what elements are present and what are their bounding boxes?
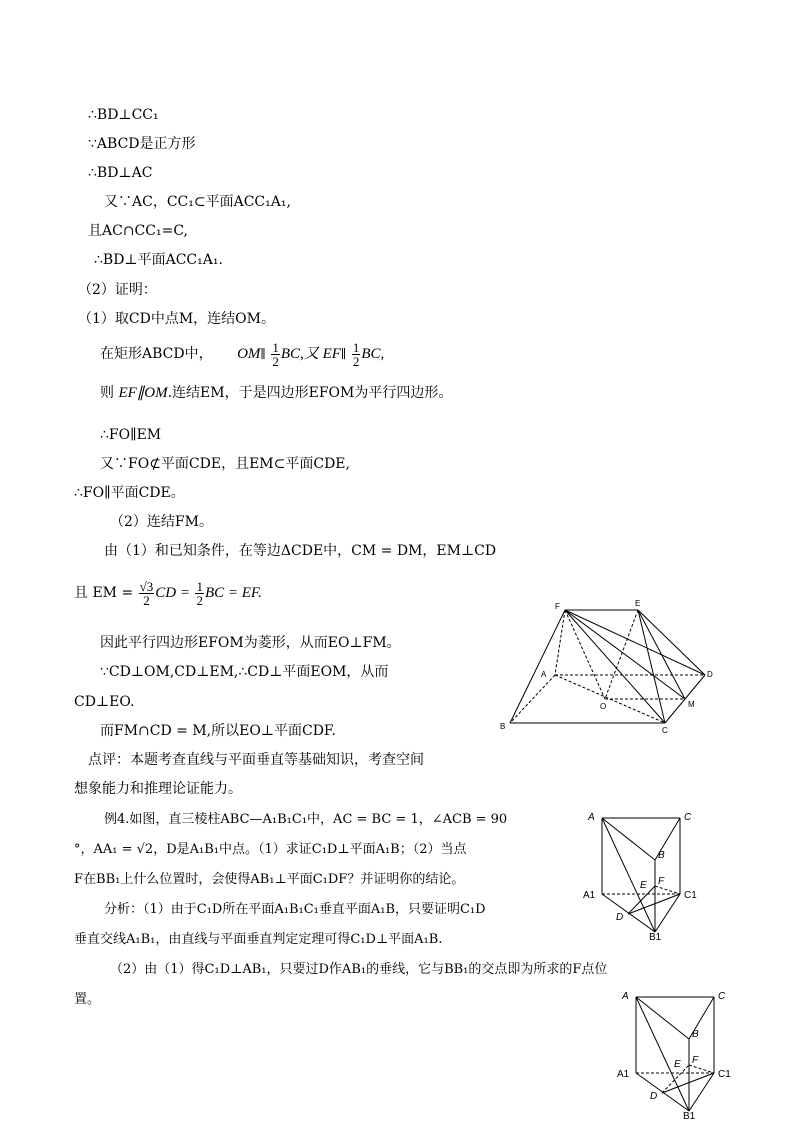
proof-line-6: ∴BD⊥平面ACC₁A₁. [94,252,223,268]
cd-eo-line: CD⊥EO. [74,694,135,710]
fig1-label-e: E [635,599,641,608]
rect-prefix: 在矩形ABCD中， [100,346,213,362]
fig1-label-c: C [662,726,668,735]
fo-plane-line: ∴FO∥平面CDE。 [74,485,185,501]
figure-pyramid [495,595,725,740]
fig1-label-o: O [600,702,607,711]
bc-label: BC [280,346,301,362]
proof-line-5: 且AC∩CC₁=C, [88,223,188,239]
fig2-label-c: C [684,812,692,823]
conclude-line: 而FM∩CD = M,所以EO⊥平面CDF. [100,723,336,739]
fig1-label-d: D [707,670,713,679]
fig1-label-f: F [555,602,560,611]
example4-line-2: °，AA₁ = √2，D是A₁B₁中点。（1）求证C₁D⊥平面A₁B；（2）当点 [74,842,467,857]
proof-line-3: ∴BD⊥AC [88,165,153,181]
proof2-heading: （2）证明： [78,282,157,298]
fig2-label-b: B [658,850,665,861]
fraction-half-3: $\frac{1}{2}$ [196,578,203,608]
comment-line-2: 想象能力和推理论证能力。 [74,781,242,797]
example4-line-4: 分析：（1）由于C₁D所在平面A₁B₁C₁垂直平面A₁B，只要证明C₁D [104,902,486,917]
fig2-label-b1: B1 [649,932,662,943]
fig2-label-e: E [640,880,647,891]
fig3-label-f: F [692,1055,699,1066]
fig2-label-d: D [616,912,624,923]
then-line: 则 EF∥OM.连结EM，于是四边形EFOM为平行四边形。 [100,385,453,401]
fraction-sqrt3: $\frac{√3}{2}$ [139,578,154,608]
example4-line-3: F在BB₁上什么位置时，会使得AB₁⊥平面C₁DF？并证明你的结论。 [74,872,465,887]
and-ef: ,又 EF [300,346,341,362]
step2-line: （2）连结FM。 [110,514,213,530]
fig2-label-a1: A1 [583,890,596,901]
om-eq: OM [237,346,261,362]
fig2-label-a: A [588,812,595,823]
rhombus-line: 因此平行四边形EFOM为菱形，从而EO⊥FM。 [100,635,401,651]
rect-line: 在矩形ABCD中， OM∥ $\frac{1}{2}$ BC,又 EF∥ $\frac{1}{2}$ BC, [100,339,385,369]
proof-line-4: 又∵AC，CC₁⊂平面ACC₁A₁, [104,194,291,210]
fig3-label-b1: B1 [683,1111,696,1122]
fig3-label-c1: C1 [718,1069,731,1080]
proof2-step1: （1）取CD中点M，连结OM。 [78,311,275,327]
fig1-label-m: M [688,700,695,709]
cd-perp-line: ∵CD⊥OM,CD⊥EM,∴CD⊥平面EOM，从而 [100,664,389,680]
fig2-label-c1: C1 [684,890,697,901]
fraction-half-2: $\frac{1}{2}$ [352,339,360,369]
figure-prism-1 [580,806,710,943]
proof-line-2: ∵ABCD是正方形 [88,136,196,152]
fig2-label-f: F [658,876,665,887]
fraction-half: $\frac{1}{2}$ [272,339,279,369]
proof-line-1: ∴BD⊥CC₁ [88,107,159,123]
figure-prism-2 [614,985,744,1122]
example4-line-6: （2）由（1）得C₁D⊥AB₁，只要过D作AB₁的垂线，它与BB₁的交点即为所求的F点位 [110,962,608,977]
example4-line-5: 垂直交线A₁B₁，由直线与平面垂直判定定理可得C₁D⊥平面A₁B. [74,932,443,947]
fig3-label-a: A [622,991,629,1002]
bc-label-2: BC, [361,346,385,362]
fo-em-line: ∴FO∥EM [100,427,162,443]
cond-line: 由（1）和已知条件，在等边ΔCDE中，CM = DM，EM⊥CD [104,543,497,559]
fig3-label-a1: A1 [617,1069,630,1080]
fig3-label-b: B [692,1029,699,1040]
fig3-label-d: D [650,1091,658,1102]
example4-line-1: 例4.如图，直三棱柱ABC—A₁B₁C₁中，AC = BC = 1，∠ACB = 90 [104,812,508,827]
comment-line-1: 点评：本题考查直线与平面垂直等基础知识，考查空间 [88,752,424,768]
fig3-label-c: C [718,991,726,1002]
em-line: 且 EM = $\frac{√3}{2}$ CD = $\frac{1}{2}$ BC = EF. [74,578,262,608]
example4-line-7: 置。 [74,992,101,1007]
fig1-label-b: B [500,722,506,731]
fig3-label-e: E [674,1059,681,1070]
again-line: 又∵FO⊄平面CDE，且EM⊂平面CDE, [100,456,350,472]
fig1-label-a: A [541,670,547,679]
